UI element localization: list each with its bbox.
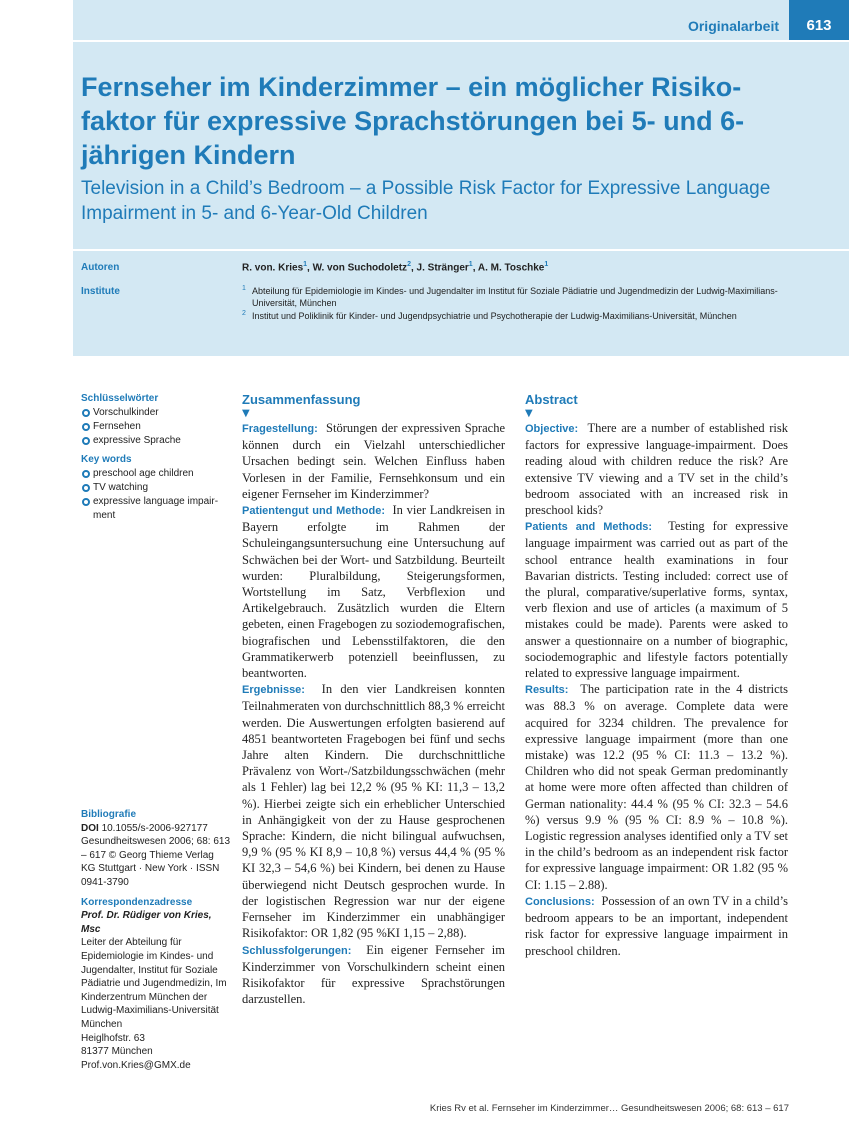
correspondence-street: Heiglhofstr. 63	[81, 1032, 145, 1044]
summary-paragraph: Schlussfolgerungen: Ein eigener Fernseher im Kinderzimmer von Vorschulkindern scheint einen Risikofaktor für expressive Sprachstörungen darzustellen.	[242, 942, 506, 1007]
abstract-column	[525, 392, 788, 959]
keywords-sidebar	[81, 392, 226, 523]
institutes-label: Institute	[81, 286, 120, 297]
abstract-paragraph: Objective: There are a number of established risk factors for expressive language-impairment. Does reading aloud with children reduce the risk? Are extensive TV viewing and a TV set in the child’s bedroom associated with an increased risk in preschool kids?	[525, 421, 789, 518]
summary-paragraph: Patientengut und Methode: In vier Landkreisen in Bayern erfolgte im Rahmen der Schuleingangsuntersuchung eine Untersuchung auf Schwächen bei der Wort- und Satzbildung. Beurteilt wurden: Pluralbildung, Steigerungsformen, Wortstellung im Satz, Verbflexion und Artikelgebrauch. Zusätzlich wurden die Eltern gebeten, einen Fragebogen zu soziodemografischen, biografischen und Lebensstilfaktoren, die den Grammatikerwerb potenziell beeinflussen, zu beantworten.	[242, 503, 505, 681]
summary-paragraph: Fragestellung: Störungen der expressiven Sprache können durch ein Vielzahl unterschiedlicher Ursachen bedingt sein. Welchen Einfluss haben Vorlesen in der Familie, Fernsehkonsum und ein eigener Fernseher im Kinderzimmer?	[242, 421, 505, 501]
zusammenfassung-column	[242, 392, 505, 1007]
keyword-item: expressive language impair-ment	[81, 495, 226, 523]
author: A. M. Toschke	[477, 262, 545, 274]
title-german: Fernseher im Kinderzimmer – ein möglicher Risiko-faktor für expressive Sprachstörungen bei 5- und 6-jährigen Kindern	[81, 72, 745, 170]
section-label: Originalarbeit	[687, 18, 779, 34]
doi-link[interactable]: 10.1055/s-2006-927177	[101, 822, 208, 834]
abstract-paragraph: Patients and Methods: Testing for expressive language impairment was carried out as part of the school entrance health examinations in four Bavarian districts. Testing included: correct use of the plural, comparative/superlative forms, syntax, verb flexion and use of articles (a maximum of 5 mistakes could be made). Parents were asked to answer a questionnaire on a number of biographic, sociodemographic and lifestyle factors potentially related to expressive language impairment.	[525, 519, 788, 681]
author: R. von. Kries	[242, 262, 304, 274]
correspondence-name: Prof. Dr. Rüdiger von Kries, Msc	[81, 910, 212, 935]
correspondence-affiliation: Leiter der Abteilung für Epidemiologie im Kindes- und Jugendalter, Institut für Soziale Pädiatrie und Jugendmedizin, Im Kinderzentrum München der Ludwig-Maximilians-Universität München	[81, 937, 227, 1030]
abstract-paragraph: Results: The participation rate in the 4 districts was 88.3 % on average. Complete data were acquired for 3234 children. The prevalence for expressive language impairment (more than one mistake) was 12.2 (95 % CI: 11.3 – 13.2 %). Children who did not speak German predominantly at home were more often affected than children of German nationality: 44.4 % (95 % CI: 32.3 – 54.6 %) versus 9.9 % (95 % CI: 8.9 % – 10.8 %). Logistic regression analyses identified only a TV set in the child’s bedroom as an independent risk factor for expressive language impairment: OR 1.82 (95 % CI: 1.15 – 2.88).	[525, 682, 788, 892]
triangle-down-icon: ▼	[525, 408, 533, 419]
bibliography-heading: Bibliografie	[81, 809, 137, 820]
triangle-down-icon: ▼	[242, 408, 250, 419]
page-number: 613	[789, 0, 849, 40]
authors-label: Autoren	[81, 262, 120, 273]
author-list: R. von. Kries$^1$, W. von Suchodoletz$^2$, J. Stränger$^1$, A. M. Toschke$^1$	[242, 261, 549, 274]
page-footer: Kries Rv et al. Fernseher im Kinderzimmer… Gesundheitswesen 2006; 68: 613 – 617	[429, 1103, 789, 1114]
correspondence-heading: Korrespondenzadresse	[81, 896, 193, 908]
summary-paragraph: Ergebnisse: In den vier Landkreisen konnten Teilnahmeraten von durchschnittlich 88,3 % erreicht werden. Die Auswertungen erfolgten basierend auf 4851 beantworteten Fragebogen bei fünf und sechs Jahre alten Kindern. Die durchschnittliche Prävalenz von Wort-/Satzbildungsschwächen (mehr als 1 Fehler) lag bei 12,2 % (95 % KI: 11,3 – 13,2 %). Hierbei zeigte sich ein erheblicher Unterschied in Anhängigkeit von der zu Hause gesprochenen Sprache: Kindern, die nicht bilingual aufwuchsen, 9,9 % (95 % KI 8,9 – 10,8 %) versus 44,4 % (95 % KI 32,3 – 54,6 %) bei Kindern, bei denen zu Hause überwiegend nicht Deutsch gesprochen wurde. In der logistischen Regression war nur der eigene Fernseher im Kinderzimmer ein unabhängiger Risikofaktor: OR 1,82 (95 %KI 1,15 – 2,88).	[242, 682, 506, 941]
correspondence-email[interactable]: Prof.von.Kries@GMX.de	[81, 1059, 191, 1071]
keywords-de-heading: Schlüsselwörter	[81, 393, 159, 404]
institute-item: 1 Abteilung für Epidemiologie im Kindes- und Jugendalter im Institut für Soziale Pädiatrie und Jugendmedizin der Ludwig-Maximilians-Universität, München	[242, 285, 778, 308]
keywords-en-heading: Key words	[81, 454, 132, 465]
institute-list	[242, 285, 802, 323]
author: W. von Suchodoletz	[312, 262, 408, 274]
keyword-item: Vorschulkinder	[81, 406, 226, 420]
keyword-item: TV watching	[81, 481, 226, 495]
title-english: Television in a Child’s Bedroom – a Possible Risk Factor for Expressive Language Impairment in 5- and 6-Year-Old Children	[81, 178, 771, 224]
keyword-item: expressive Sprache	[81, 434, 226, 448]
abstract-heading: Abstract	[525, 392, 578, 407]
zusammenfassung-heading: Zusammenfassung	[242, 392, 361, 407]
divider	[73, 249, 849, 251]
citation: Gesundheitswesen 2006; 68: 613 – 617 © Georg Thieme Verlag KG Stuttgart · New York · ISSN 0941-3790	[81, 836, 230, 888]
bibliography-block	[81, 808, 231, 1072]
doi-line: DOI 10.1055/s-2006-927177	[81, 822, 208, 834]
author: J. Stränger	[416, 262, 469, 274]
institute-item: 2 Institut und Poliklinik für Kinder- und Jugendpsychiatrie und Psychotherapie der Ludwig-Maximilians-Universität, München	[242, 310, 737, 321]
correspondence-city: 81377 München	[81, 1046, 153, 1058]
abstract-paragraph: Conclusions: Possession of an own TV in a child’s bedroom appears to be an important, independent risk factor for expressive language impairment in preschool children.	[525, 893, 789, 958]
running-header	[73, 0, 849, 40]
keyword-item: Fernsehen	[81, 420, 226, 434]
keyword-item: preschool age children	[81, 467, 226, 481]
divider	[73, 40, 849, 42]
